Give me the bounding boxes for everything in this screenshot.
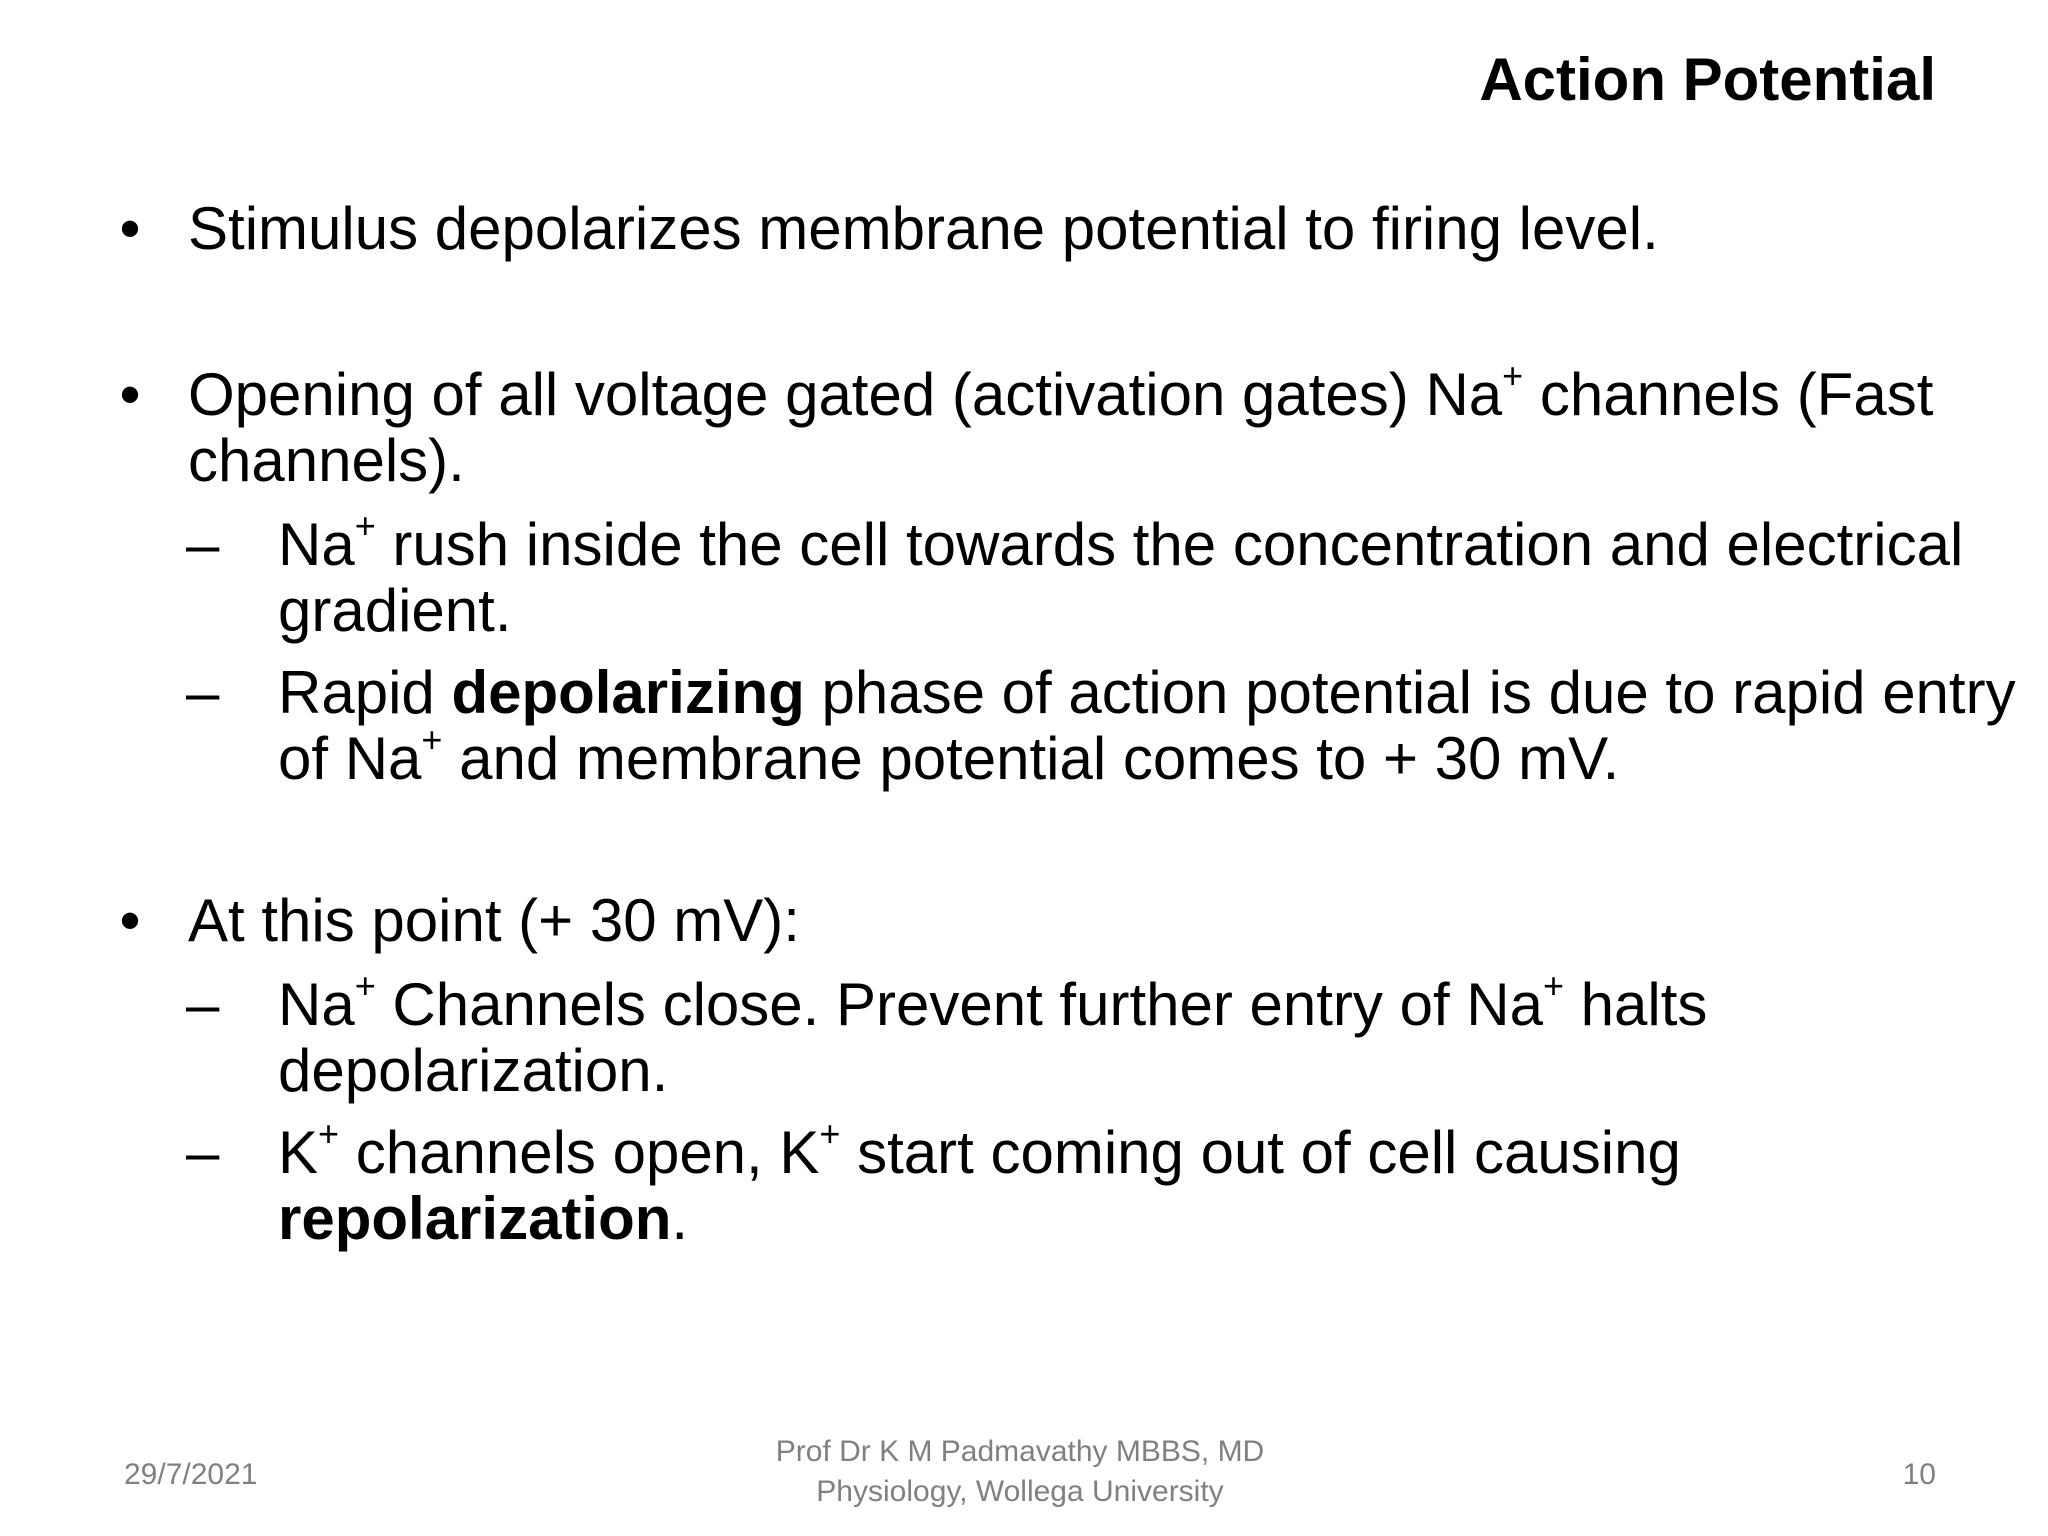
footer-author: [760, 1432, 1280, 1512]
bullet-text: At this point (+ 30 mV):: [188, 887, 800, 954]
bullet-text: Stimulus depolarizes membrane potential to firing level.: [188, 195, 1659, 262]
page-number: 10: [1902, 1458, 1936, 1491]
slide-title: Action Potential: [1479, 46, 1936, 113]
bullet-icon: •: [119, 195, 141, 262]
sub-bullet-item: – Rapid depolarizing phase of action potential is due to rapid entry of Na+ and membrane potential comes to + 30 mV.: [186, 659, 2016, 792]
dash-icon: –: [186, 1119, 220, 1186]
bullet-item-2: [110, 355, 2016, 792]
sub-bullet-item: – Na+ Channels close. Prevent further entry of Na+ halts depolarization.: [186, 965, 1708, 1104]
footer-author-line1: Prof Dr K M Padmavathy MBBS, MD: [775, 1435, 1265, 1468]
footer-author-line2: Physiology, Wollega University: [816, 1475, 1224, 1508]
bullet-icon: •: [119, 361, 141, 428]
dash-icon: –: [186, 511, 220, 578]
bullet-item-1: [110, 196, 1990, 262]
dash-icon: –: [186, 659, 220, 726]
bullet-item-3: [110, 888, 1990, 1252]
bullet-icon: •: [119, 887, 141, 954]
dash-icon: –: [186, 971, 220, 1038]
sub-bullet-item: – K+ channels open, K+ start coming out of cell causing repolarization.: [186, 1113, 1681, 1252]
sub-bullet-item: – Na+ rush inside the cell towards the concentration and electrical gradient.: [186, 505, 1964, 644]
bullet-text: Opening of all voltage gated (activation gates) Na+ channels (Fast channels).: [188, 355, 1934, 494]
footer-date: 29/7/2021: [124, 1458, 258, 1491]
